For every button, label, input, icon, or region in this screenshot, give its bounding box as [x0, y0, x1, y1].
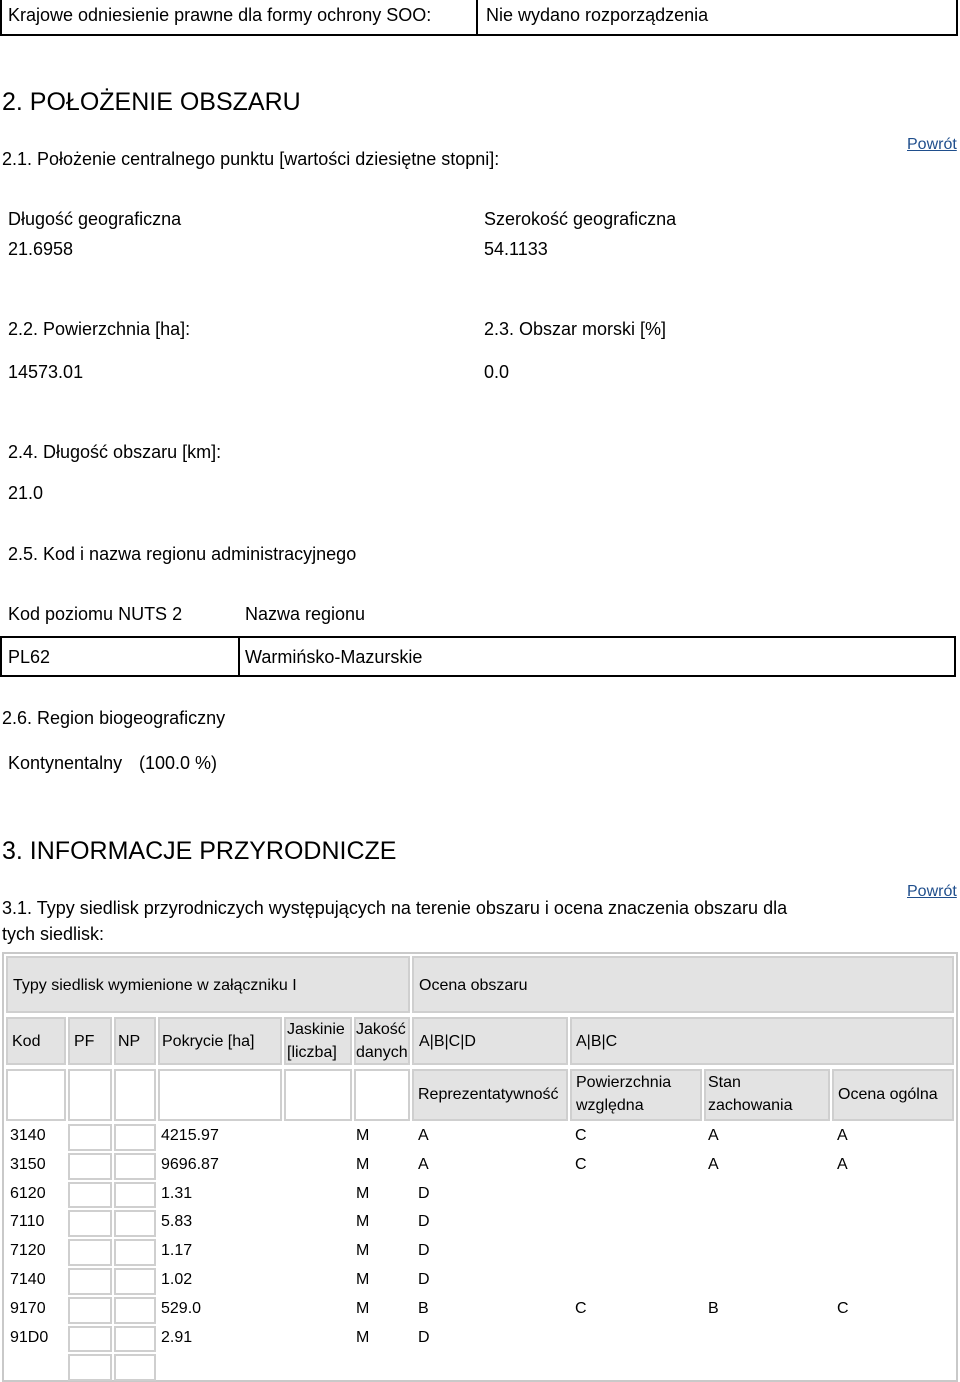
col-header-abcd: A|B|C|D	[412, 1017, 568, 1065]
sub-header-blank-jakosc	[354, 1069, 410, 1121]
cell-kod: 91D0	[10, 1328, 49, 1346]
region-name-label: Nazwa regionu	[245, 604, 366, 624]
biogeo-percent: (100.0 %)	[139, 753, 218, 773]
longitude-label: Długość geograficzna	[8, 209, 182, 229]
cell-pf	[68, 1354, 112, 1381]
cell-relative-surface: C	[575, 1155, 587, 1173]
cell-kod: 7140	[10, 1271, 46, 1288]
section-2-1-title: 2.1. Położenie centralnego punktu [wartości dziesiętne stopni]:	[2, 149, 500, 169]
sub-header-blank-jaskinie	[284, 1069, 352, 1121]
col-header-representativity: Reprezentatywność	[412, 1069, 568, 1121]
cell-global: A	[837, 1155, 848, 1173]
group-header-assessment: Ocena obszaru	[412, 956, 954, 1013]
col-header-relative-surface: Powierzchnia względna	[570, 1069, 702, 1121]
group-header-habitats: Typy siedlisk wymienione w załączniku I	[6, 956, 410, 1013]
cell-jakosc: M	[356, 1271, 370, 1288]
cell-representativity: D	[418, 1184, 430, 1202]
cell-pokrycie: 5.83	[161, 1213, 193, 1231]
cell-pokrycie: 1.17	[161, 1242, 193, 1260]
cell-pf	[68, 1153, 112, 1180]
cell-representativity: D	[418, 1328, 430, 1346]
cell-np	[114, 1326, 156, 1353]
cell-conservation: A	[708, 1127, 719, 1144]
cell-representativity: D	[418, 1213, 430, 1231]
cell-pokrycie: 9696.87	[161, 1155, 219, 1173]
cell-pf	[68, 1124, 112, 1151]
section-3-1-title-line1: 3.1. Typy siedlisk przyrodniczych występujących na terenie obszaru i ocena znaczenia obszaru dla	[2, 898, 788, 918]
cell-representativity: B	[418, 1299, 429, 1317]
col-header-jaskinie: Jaskinie [liczba]	[284, 1017, 352, 1065]
cell-kod: 3140	[10, 1127, 46, 1144]
region-title: 2.5. Kod i nazwa regionu administracyjnego	[8, 544, 357, 564]
legal-reference-label: Krajowe odniesienie prawne dla formy ochrony SOO:	[8, 5, 432, 25]
cell-relative-surface: C	[575, 1127, 587, 1144]
cell-representativity: A	[418, 1155, 429, 1173]
sub-header-blank-np	[114, 1069, 156, 1121]
col-header-conservation: Stan zachowania	[704, 1069, 830, 1121]
cell-jakosc: M	[356, 1184, 370, 1202]
area-value: 14573.01	[8, 362, 84, 382]
cell-representativity: D	[418, 1271, 430, 1288]
cell-pokrycie: 1.31	[161, 1184, 193, 1202]
cell-global: A	[837, 1127, 848, 1144]
cell-relative-surface: C	[575, 1299, 587, 1317]
cell-np	[114, 1239, 156, 1266]
cell-np	[114, 1210, 156, 1237]
marine-label: 2.3. Obszar morski [%]	[484, 319, 667, 339]
cell-pf	[68, 1297, 112, 1324]
cell-pf	[68, 1326, 112, 1353]
cell-pf	[68, 1239, 112, 1266]
sub-header-blank-pf	[68, 1069, 112, 1121]
longitude-value: 21.6958	[8, 239, 74, 259]
col-header-abc: A|B|C	[570, 1017, 954, 1065]
cell-pf	[68, 1268, 112, 1295]
cell-np	[114, 1124, 156, 1151]
cell-kod: 6120	[10, 1184, 46, 1202]
back-link-3-1[interactable]: Powrót	[907, 883, 957, 900]
region-name-value: Warmińsko-Mazurskie	[245, 647, 423, 667]
length-label: 2.4. Długość obszaru [km]:	[8, 442, 222, 462]
cell-representativity: D	[418, 1242, 430, 1260]
cell-jakosc: M	[356, 1299, 370, 1317]
region-table-divider	[238, 636, 240, 677]
cell-kod: 7110	[10, 1213, 45, 1231]
cell-jakosc: M	[356, 1127, 370, 1144]
cell-np	[114, 1268, 156, 1295]
latitude-label: Szerokość geograficzna	[484, 209, 677, 229]
region-table-row	[0, 636, 956, 677]
col-header-kod: Kod	[6, 1017, 66, 1065]
cell-pokrycie: 4215.97	[161, 1127, 219, 1144]
cell-global: C	[837, 1299, 849, 1317]
cell-jakosc: M	[356, 1328, 370, 1346]
back-link-2-1[interactable]: Powrót	[907, 136, 957, 153]
biogeo-title: 2.6. Region biogeograficzny	[2, 708, 226, 728]
nuts-code-value: PL62	[8, 647, 51, 667]
cell-pf	[68, 1210, 112, 1237]
legal-reference-value: Nie wydano rozporządzenia	[486, 5, 709, 25]
col-header-np: NP	[114, 1017, 156, 1065]
col-header-global: Ocena ogólna	[832, 1069, 954, 1121]
nuts-code-label: Kod poziomu NUTS 2	[8, 604, 183, 624]
area-label: 2.2. Powierzchnia [ha]:	[8, 319, 191, 339]
cell-jakosc: M	[356, 1242, 370, 1260]
latitude-value: 54.1133	[484, 239, 548, 259]
biogeo-value: Kontynentalny	[8, 753, 123, 773]
cell-np	[114, 1153, 156, 1180]
sub-header-blank-pokrycie	[158, 1069, 282, 1121]
cell-conservation: B	[708, 1299, 719, 1317]
cell-pokrycie: 1.02	[161, 1271, 193, 1288]
sub-header-blank-kod	[6, 1069, 66, 1121]
section-3-title: 3. INFORMACJE PRZYRODNICZE	[2, 837, 397, 865]
cell-kod: 3150	[10, 1155, 46, 1173]
legal-reference-divider	[476, 0, 478, 36]
cell-pokrycie: 2.91	[161, 1328, 193, 1346]
marine-value: 0.0	[484, 362, 510, 382]
cell-np	[114, 1182, 156, 1209]
cell-kod: 7120	[10, 1242, 46, 1260]
cell-pf	[68, 1182, 112, 1209]
cell-jakosc: M	[356, 1155, 370, 1173]
cell-pokrycie: 529.0	[161, 1299, 202, 1317]
section-3-1-title-line2: tych siedlisk:	[2, 924, 105, 944]
cell-kod: 9170	[10, 1299, 46, 1317]
col-header-jakosc: Jakość danych	[354, 1017, 410, 1065]
cell-np	[114, 1354, 156, 1381]
col-header-pokrycie: Pokrycie [ha]	[158, 1017, 282, 1065]
col-header-pf: PF	[68, 1017, 112, 1065]
cell-jakosc: M	[356, 1213, 370, 1231]
section-2-title: 2. POŁOŻENIE OBSZARU	[2, 88, 301, 116]
cell-representativity: A	[418, 1127, 429, 1144]
cell-conservation: A	[708, 1155, 719, 1173]
length-value: 21.0	[8, 483, 44, 503]
cell-np	[114, 1297, 156, 1324]
